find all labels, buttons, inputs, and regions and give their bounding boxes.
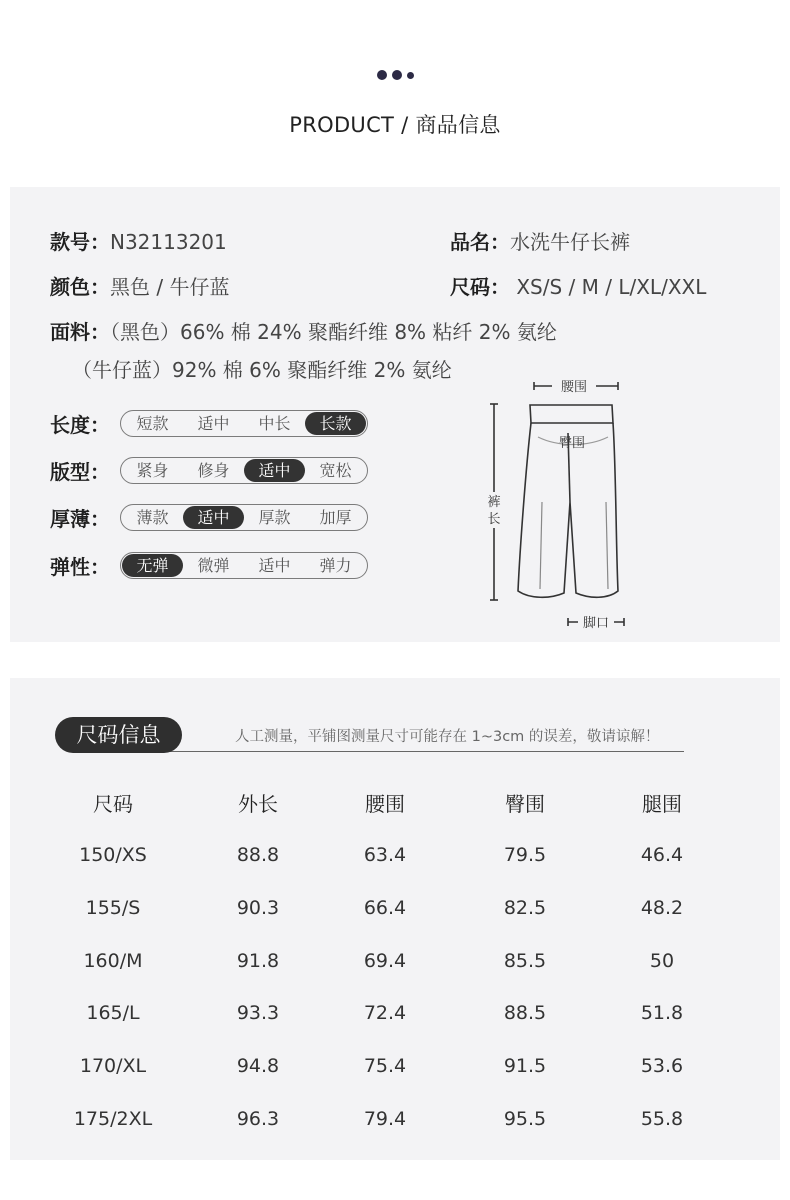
size-cell: 155/S xyxy=(85,897,141,919)
fabric-info: 面料：（黑色）66% 棉 24% 聚酯纤维 8% 粘纤 2% 氨纶 xyxy=(50,320,557,344)
size-chart-panel xyxy=(10,678,780,1160)
attribute-label: 弹性： xyxy=(50,555,110,579)
size-cell: 160/M xyxy=(83,950,143,972)
hip-cell: 88.5 xyxy=(503,1002,547,1024)
size-cell: 150/XS xyxy=(79,844,147,866)
hip-cell: 91.5 xyxy=(503,1055,547,1077)
table-header xyxy=(40,788,760,818)
size-cell: 175/2XL xyxy=(73,1108,153,1130)
elasticity-scale xyxy=(120,552,368,579)
table-row xyxy=(40,1108,760,1138)
hip-label: 臀围 xyxy=(558,436,586,451)
waist-cell: 63.4 xyxy=(363,844,407,866)
length-cell: 90.3 xyxy=(236,897,280,919)
option-pill: 适中 xyxy=(197,414,230,433)
product-name: 品名：水洗牛仔长裤 xyxy=(450,230,630,254)
option-pill: 弹力 xyxy=(319,556,352,575)
option-pill: 适中 xyxy=(258,556,291,575)
length-label-1: 裤 xyxy=(487,495,501,510)
hip-cell: 79.5 xyxy=(503,844,547,866)
table-row xyxy=(40,844,760,874)
length-cell: 88.8 xyxy=(236,844,280,866)
hip-cell: 95.5 xyxy=(503,1108,547,1130)
waist-cell: 72.4 xyxy=(363,1002,407,1024)
hip-cell: 82.5 xyxy=(503,897,547,919)
selected-option-pill: 适中 xyxy=(244,459,305,482)
thickness-scale xyxy=(120,504,368,531)
color-info: 颜色：黑色 / 牛仔蓝 xyxy=(50,275,230,299)
waist-cell: 66.4 xyxy=(363,897,407,919)
size-chart-tag: 尺码信息 xyxy=(55,717,182,753)
attribute-label: 长度： xyxy=(50,413,110,437)
header-divider xyxy=(160,751,684,752)
size-cell: 165/L xyxy=(86,1002,140,1024)
table-row xyxy=(40,1055,760,1085)
column-header: 尺码 xyxy=(93,792,133,816)
length-cell: 94.8 xyxy=(236,1055,280,1077)
attribute-fit xyxy=(50,456,368,485)
hem-label: 脚口 xyxy=(582,616,610,631)
waistband-outline xyxy=(530,405,613,423)
style-number: 款号：N32113201 xyxy=(50,230,227,254)
option-pill: 修身 xyxy=(197,461,230,480)
table-row xyxy=(40,950,760,980)
table-row xyxy=(40,1002,760,1032)
option-pill: 中长 xyxy=(258,414,291,433)
size-cell: 170/XL xyxy=(79,1055,147,1077)
option-pill: 加厚 xyxy=(319,508,352,527)
fit-scale xyxy=(120,457,368,484)
option-pill: 宽松 xyxy=(319,461,352,480)
table-row xyxy=(40,897,760,927)
thigh-cell: 55.8 xyxy=(640,1108,684,1130)
product-info-panel xyxy=(10,187,780,642)
attribute-length xyxy=(50,409,368,438)
waist-cell: 69.4 xyxy=(363,950,407,972)
column-header: 腿围 xyxy=(642,792,682,816)
hip-cell: 85.5 xyxy=(503,950,547,972)
waist-label: 腰围 xyxy=(560,380,588,395)
column-header: 腰围 xyxy=(365,792,405,816)
thigh-cell: 46.4 xyxy=(640,844,684,866)
selected-option-pill: 长款 xyxy=(305,412,366,435)
dot-icon xyxy=(392,70,402,80)
option-pill: 短款 xyxy=(136,414,169,433)
column-header: 臀围 xyxy=(505,792,545,816)
thigh-cell: 50 xyxy=(649,950,675,972)
option-pill: 薄款 xyxy=(136,508,169,527)
attribute-elasticity xyxy=(50,551,368,580)
length-cell: 91.8 xyxy=(236,950,280,972)
column-header: 外长 xyxy=(238,792,278,816)
size-range: 尺码： XS/S / M / L/XL/XXL xyxy=(450,275,707,299)
thigh-cell: 51.8 xyxy=(640,1002,684,1024)
pants-diagram xyxy=(480,377,630,637)
option-pill: 紧身 xyxy=(136,461,169,480)
thigh-cell: 53.6 xyxy=(640,1055,684,1077)
decorative-dots xyxy=(0,70,790,80)
page-title: PRODUCT / 商品信息 xyxy=(289,113,501,137)
waist-cell: 79.4 xyxy=(363,1108,407,1130)
length-label-2: 长 xyxy=(487,512,501,527)
dot-icon xyxy=(377,70,387,80)
length-cell: 96.3 xyxy=(236,1108,280,1130)
attribute-label: 厚薄： xyxy=(50,507,110,531)
dot-icon xyxy=(407,72,414,79)
attribute-label: 版型： xyxy=(50,460,110,484)
option-pill: 微弹 xyxy=(197,556,230,575)
selected-option-pill: 无弹 xyxy=(122,554,183,577)
length-scale xyxy=(120,410,368,437)
selected-option-pill: 适中 xyxy=(183,506,244,529)
thigh-cell: 48.2 xyxy=(640,897,684,919)
waist-cell: 75.4 xyxy=(363,1055,407,1077)
attribute-thickness xyxy=(50,503,368,532)
option-pill: 厚款 xyxy=(258,508,291,527)
measurement-note: 人工测量，平铺图测量尺寸可能存在 1~3cm 的误差，敬请谅解！ xyxy=(235,729,660,745)
fabric-info-line2: （牛仔蓝）92% 棉 6% 聚酯纤维 2% 氨纶 xyxy=(72,358,452,382)
length-cell: 93.3 xyxy=(236,1002,280,1024)
